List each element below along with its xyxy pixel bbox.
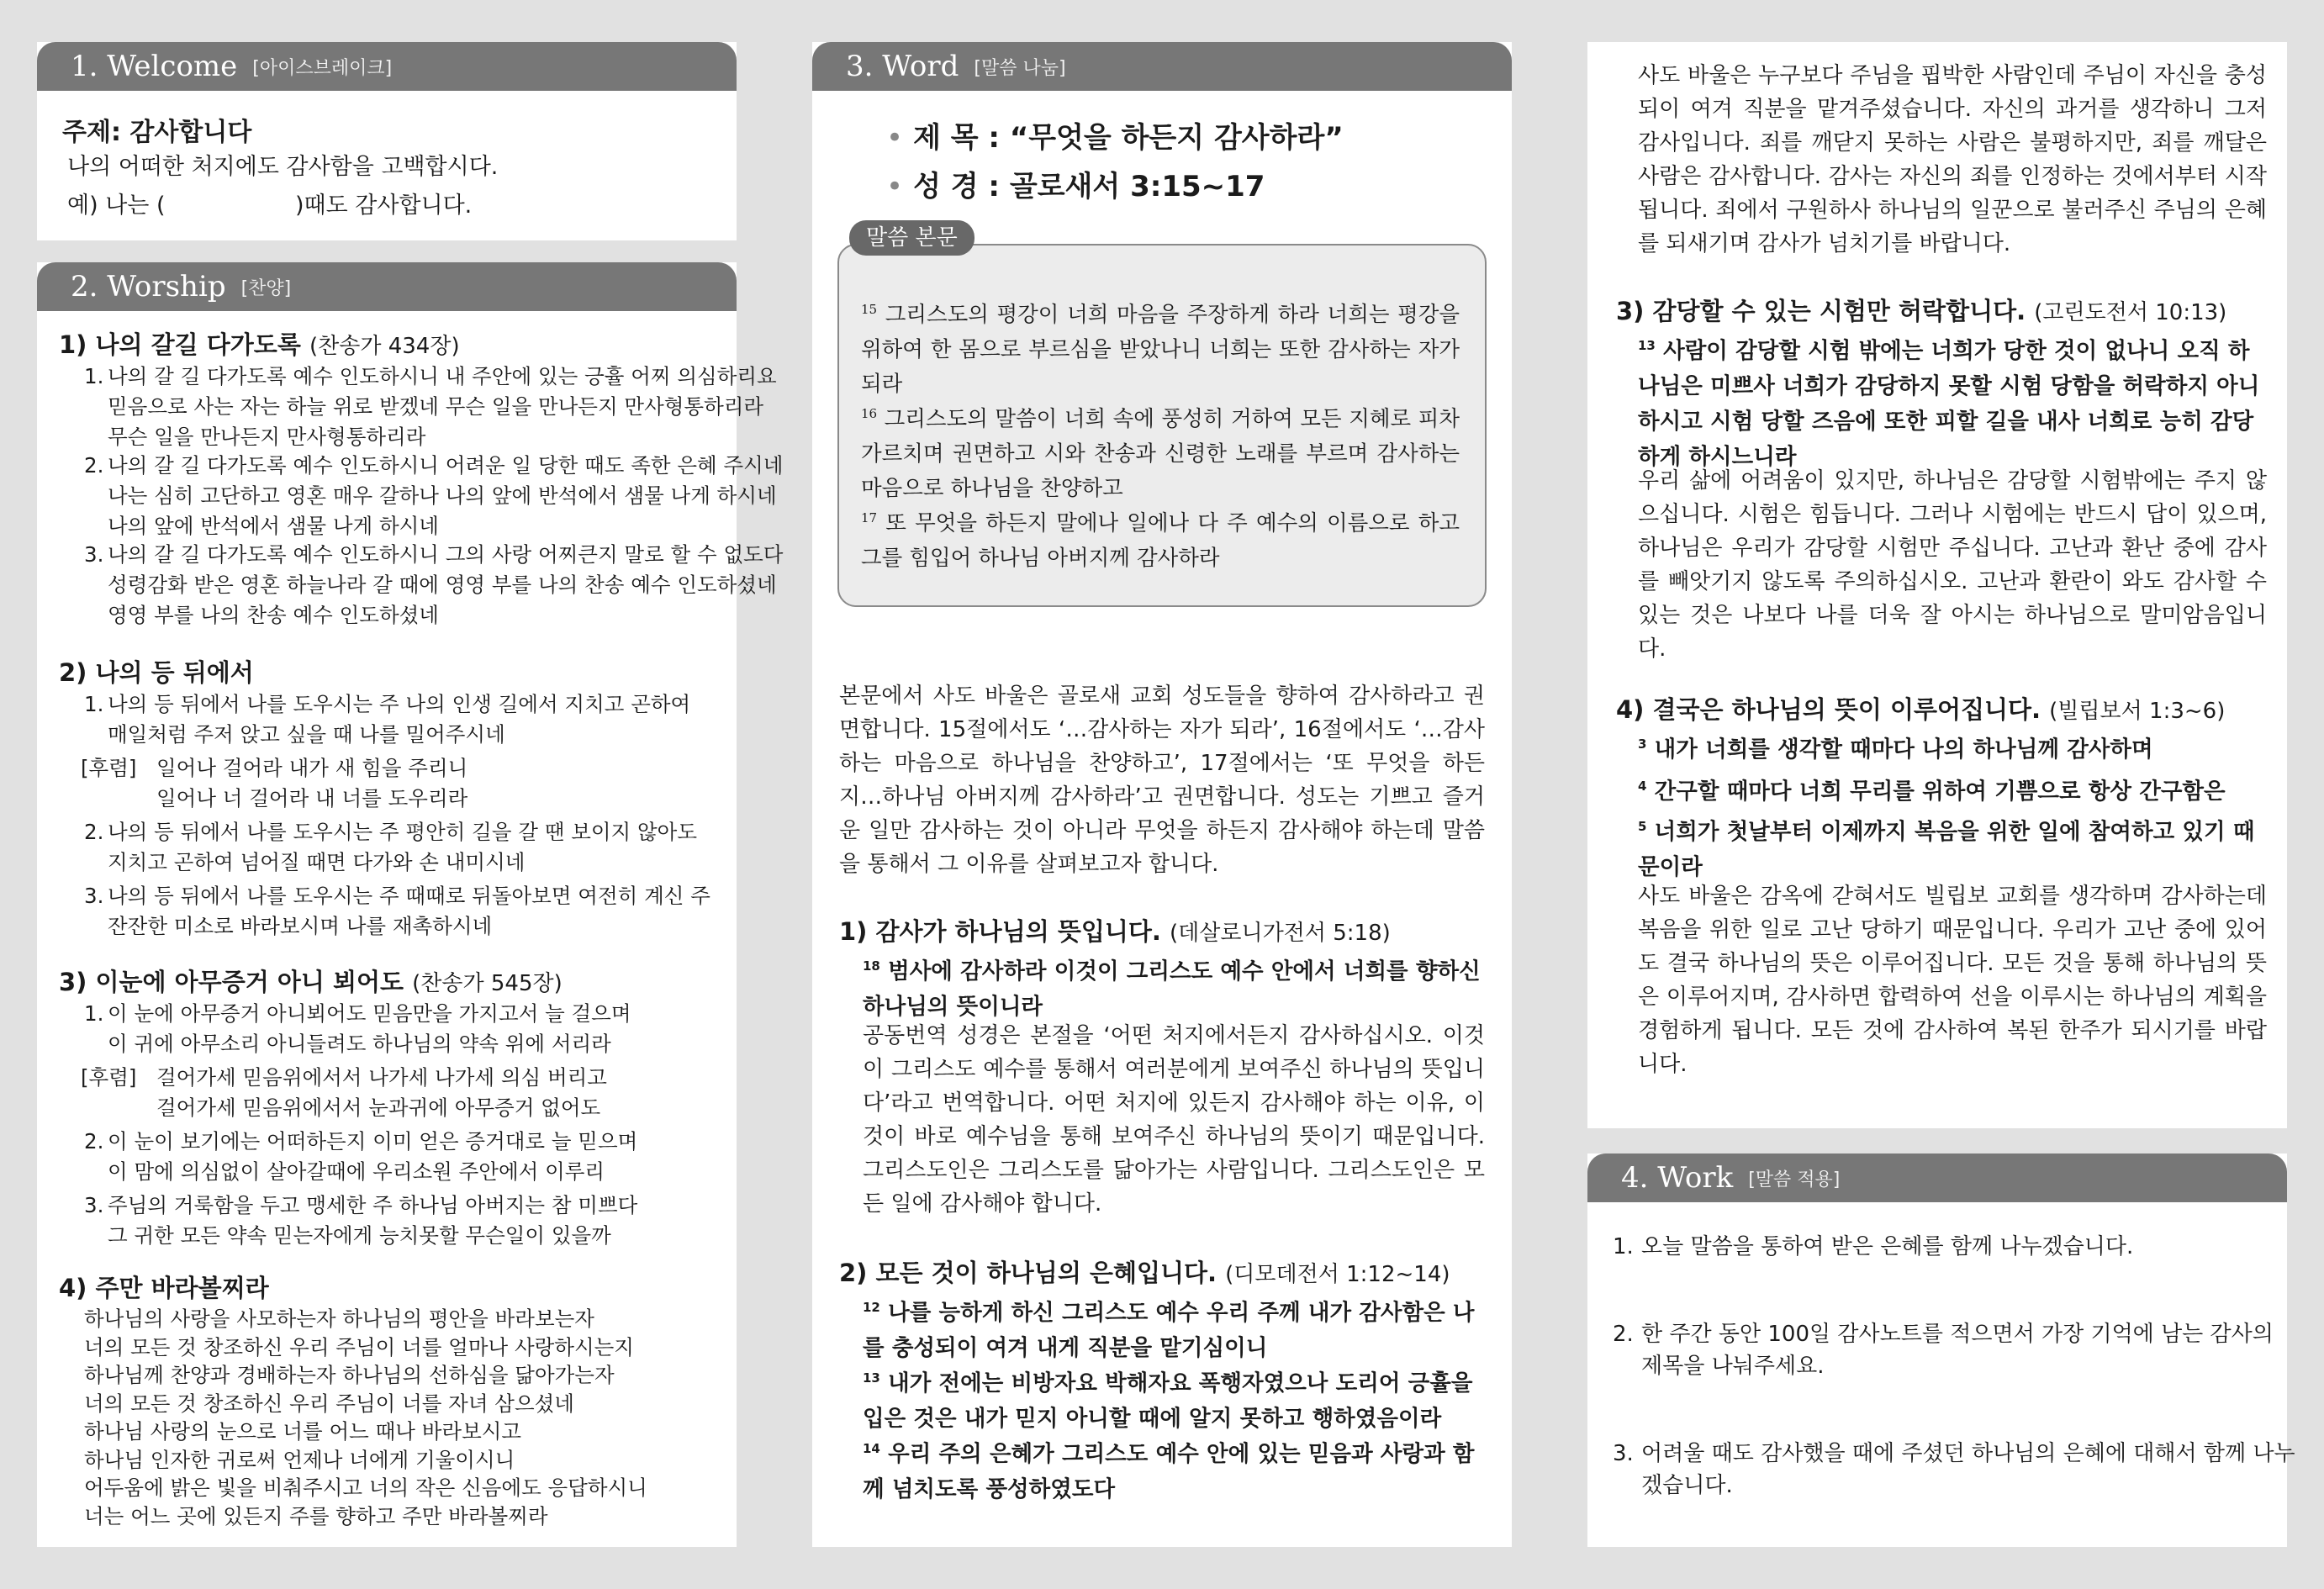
- word-title: 3. Word: [846, 50, 959, 83]
- word-subtitle: [말씀 나눔]: [974, 57, 1066, 79]
- bullet-dot: •: [886, 121, 904, 155]
- song-2-verse-2: 2. 나의 등 뒤에서 나를 도우시는 주 평안히 길을 갈 땐 보이지 않아도 지치고 곤하여 넘어질 때면 다가와 손 내미시네: [84, 820, 698, 874]
- welcome-line-2: 예) 나는 ( )때도 감사합니다.: [67, 193, 473, 219]
- sermon-title: • 제 목 : “무엇을 하든지 감사하라”: [886, 121, 1344, 155]
- song-3-chorus: [후렴] 걸어가세 믿음위에서서 나가세 나가세 의심 버리고 걸어가세 믿음위에서서 눈과귀에 아무증거 없어도: [81, 1065, 607, 1120]
- scripture-verse-16: $^{16}$ 그리스도의 말씀이 너희 속에 풍성히 거하여 모든 지혜로 피차 가르치며 권면하고 시와 찬송과 신령한 노래를 부르며 감사하는 마음으로 하나님을 찬양하고: [861, 406, 1460, 501]
- point-2-body: 사도 바울은 누구보다 주님을 핍박한 사람인데 주님이 자신을 충성되이 여겨 직분을 맡겨주셨습니다. 자신의 과거를 생각하니 그저 감사입니다. 죄를 깨닫지 못하는 사람은 불평하지만, 죄를 깨달은 사람은 감사합니다. 감사는 자신의 죄를 인정하는 것에서부터 시작됩니다. 죄에서 구원하사 하나님의 일꾼으로 불러주신 주님의 은혜를 되새기며 감사가 넘치기를 바랍니다.: [1638, 63, 2267, 256]
- welcome-card: [37, 42, 737, 240]
- song-1-verse-2: 2. 나의 갈 길 다가도록 예수 인도하시니 어려운 일 당한 때도 족한 은혜 주시네 나는 심히 고단하고 영혼 매우 갈하나 나의 앞에 반석에서 샘물 나게 하시네 나의 앞에 반석에서 샘물 나게 하시네: [84, 453, 784, 538]
- point-4-verse-5: $^5$ 너희가 첫날부터 이제까지 복음을 위한 일에 참여하고 있기 때문이라: [1638, 818, 2255, 880]
- song-1-heading: 1) 나의 갈길 다가도록 (찬송가 434장): [59, 330, 460, 359]
- point-1-verse: $^{18}$ 범사에 감사하라 이것이 그리스도 예수 안에서 너희를 향하신 하나님의 뜻이니라: [863, 958, 1481, 1020]
- word-header: [812, 42, 1512, 91]
- song-4-heading: 4) 주만 바라볼찌라: [59, 1274, 269, 1302]
- work-subtitle: [말씀 적용]: [1748, 1169, 1841, 1190]
- point-1-body: 공동번역 성경은 본절을 ‘어떤 처지에서든지 감사하십시오. 이것이 그리스도 예수를 통해서 여러분에게 보여주신 하나님의 뜻입니다’라고 번역합니다. 어떤 처지에 있든지 감사해야 하는 이유, 이것이 바로 예수님을 통해 보여주신 하나님의 뜻이기 때문입니다. 그리스도인은 그리스도를 닮아가는 사람입니다. 그리스도인은 모든 일에 감사해야 합니다.: [863, 1023, 1485, 1217]
- worship-subtitle: [찬양]: [240, 277, 292, 299]
- point-2-verse-13: $^{13}$ 내가 전에는 비방자요 박해자요 폭행자였으나 도리어 긍휼을 입은 것은 내가 믿지 아니할 때에 알지 못하고 행하였음이라: [863, 1370, 1473, 1432]
- scripture-tag: 말씀 본문: [849, 220, 974, 256]
- song-4-lyrics: 하나님의 사랑을 사모하는자 하나님의 평안을 바라보는자 너의 모든 것 창조하신 우리 주님이 너를 얼마나 사랑하시는지 하나님께 찬양과 경배하는자 하나님의 선하심을 닮아가는자 너의 모든 것 창조하신 우리 주님이 너를 자녀 삼으셨네 하나님 사랑의 눈으로 너를 어느 때나 바라보시고 하나님 인자한 귀로써 언제나 너에게 기울이시니 어두움에 밝은 빛을 비춰주시고 너의 작은 신음에도 응답하시니 너는 어느 곳에 있든지 주를 향하고 주만 바라볼찌라: [84, 1307, 647, 1528]
- point-4-verse-3: $^3$ 내가 너희를 생각할 때마다 나의 하나님께 감사하며: [1638, 736, 2153, 763]
- song-2-verse-3: 3. 나의 등 뒤에서 나를 도우시는 주 때때로 뒤돌아보면 여전히 계신 주 잔잔한 미소로 바라보시며 나를 재촉하시네: [84, 884, 710, 938]
- worship-card: [37, 262, 784, 1547]
- welcome-topic: 주제: 감사합니다: [62, 118, 252, 147]
- sermon-intro: 본문에서 사도 바울은 골로새 교회 성도들을 향하여 감사하라고 권면합니다. 15절에서도 ‘…감사하는 자가 되라’, 16절에서도 ‘…감사하는 마음으로 하나님을 찬양하고’, 17절에서는 ‘또 무엇을 하든지…하나님 아버지께 감사하라’고 권면합니다. 성도는 기쁘고 즐거운 일만 감사하는 것이 아니라 무엇을 하든지 감사해야 하는데 말씀을 통해서 그 이유를 살펴보고자 합니다.: [839, 684, 1485, 877]
- point-3-heading: 3) 감당할 수 있는 시험만 허락합니다. (고린도전서 10:13): [1616, 297, 2227, 325]
- point-3-body: 우리 삶에 어려움이 있지만, 하나님은 감당할 시험밖에는 주지 않으십니다. 시험은 힘듭니다. 그러나 시험에는 반드시 답이 있으며, 하나님은 우리가 감당할 시험만 주십니다. 고난과 환난 중에 감사를 빼앗기지 않도록 주의하십시오. 고난과 환란이 와도 감사할 수 있는 것은 나보다 나를 더욱 잘 아시는 하나님으로 말미암음입니다.: [1638, 468, 2267, 662]
- song-3-heading: 3) 이눈에 아무증거 아니 뵈어도 (찬송가 545장): [59, 968, 563, 996]
- song-2-heading: 2) 나의 등 뒤에서: [59, 658, 254, 687]
- work-title: 4. Work: [1621, 1161, 1734, 1195]
- worship-title: 2. Worship: [71, 270, 226, 304]
- song-2-verse-1: 1. 나의 등 뒤에서 나를 도우시는 주 나의 인생 길에서 지치고 곤하여 매일처럼 주저 앉고 싶을 때 나를 밀어주시네: [84, 692, 691, 747]
- point-2-verse-12: $^{12}$ 나를 능하게 하신 그리스도 예수 우리 주께 내가 감사함은 나를 충성되이 여겨 내게 직분을 맡기심이니: [863, 1299, 1475, 1361]
- point-4-verse-4: $^4$ 간구할 때마다 너희 무리를 위하여 기쁨으로 항상 간구함은: [1638, 778, 2226, 805]
- song-1-verse-3: 3. 나의 갈 길 다가도록 예수 인도하시니 그의 사랑 어찌큰지 말로 할 수 없도다 성령감화 받은 영혼 하늘나라 갈 때에 영영 부를 나의 찬송 예수 인도하셨네 영영 부를 나의 찬송 예수 인도하셨네: [84, 542, 784, 627]
- word-card: [812, 42, 1512, 1547]
- point-4-body: 사도 바울은 감옥에 갇혀서도 빌립보 교회를 생각하며 감사하는데 복음을 위한 일로 고난 당하기 때문입니다. 우리가 고난 중에 있어도 결국 하나님의 뜻은 이루어집니다. 모든 것을 통해 하나님의 뜻은 이루어지며, 감사하면 합력하여 선을 이루시는 하나님의 계획을 경험하게 됩니다. 모든 것에 감사하여 복된 한주가 되시기를 바랍니다.: [1638, 884, 2267, 1077]
- point-2-heading: 2) 모든 것이 하나님의 은혜입니다. (디모데전서 1:12~14): [839, 1259, 1450, 1287]
- point-2-verse-14: $^{14}$ 우리 주의 은혜가 그리스도 예수 안에 있는 믿음과 사랑과 함께 넘치도록 풍성하였도다: [863, 1440, 1475, 1502]
- song-1-verse-1: 1. 나의 갈 길 다가도록 예수 인도하시니 내 주안에 있는 긍휼 어찌 의심하리요 믿음으로 사는 자는 하늘 위로 받겠네 무슨 일을 만나든지 만사형통하리라 무슨 일을 만나든지 만사형통하리라: [84, 364, 777, 449]
- point-3-verse-13: $^{13}$ 사람이 감당할 시험 밖에는 너희가 당한 것이 없나니 오직 하나님은 미쁘사 너희가 감당하지 못할 시험 당함을 허락하지 아니하시고 시험 당할 즈음에 또한 피할 길을 내사 너희로 능히 감당하게 하시느니라: [1638, 337, 2260, 470]
- scripture-verse-15: $^{15}$ 그리스도의 평강이 너희 마음을 주장하게 하라 너희는 평강을 위하여 한 몸으로 부르심을 받았나니 너희는 또한 감사하는 자가 되라: [861, 302, 1460, 397]
- welcome-line-1: 나의 어떠한 처지에도 감사함을 고백합시다.: [67, 154, 499, 180]
- work-card: 4. Work [말씀 적용] 1. 오늘 말씀을 통하여 받은 은혜를 함께 나누겠습니다. 2. 한 주간 동안 100일 감사노트를 적으면서 가장 기억에 남는 감사의 제목을 나눠주세요. 3. 어려울 때도 감사했을 때에 주셨던 하나님의 은혜에 대해서 함께 나누겠습니다.: [1587, 1153, 2287, 1547]
- word-continued-card: [1587, 42, 2287, 1128]
- bullet-dot: •: [886, 170, 904, 203]
- sermon-scripture: • 성 경 : 골로새서 3:15~17: [886, 170, 1265, 203]
- work-header: [1587, 1153, 2287, 1202]
- welcome-title: 1. Welcome: [71, 50, 238, 83]
- song-2-chorus: [후렴] 일어나 걸어라 내가 새 힘을 주리니 일어나 너 걸어라 내 너를 도우리라: [81, 756, 468, 810]
- song-3-verse-3: 3. 주님의 거룩함을 두고 맹세한 주 하나님 아버지는 참 미쁘다 그 귀한 모든 약속 믿는자에게 능치못할 무슨일이 있을까: [84, 1193, 638, 1248]
- scripture-verse-17: $^{17}$ 또 무엇을 하든지 말에나 일에나 다 주 예수의 이름으로 하고 그를 힘입어 하나님 아버지께 감사하라: [861, 510, 1460, 571]
- point-4-heading: 4) 결국은 하나님의 뜻이 이루어집니다. (빌립보서 1:3~6): [1616, 695, 2226, 724]
- point-1-heading: 1) 감사가 하나님의 뜻입니다. (데살로니가전서 5:18): [839, 917, 1391, 946]
- worship-header: [37, 262, 737, 311]
- welcome-subtitle: [아이스브레이크]: [252, 57, 393, 79]
- song-3-verse-1: 1. 이 눈에 아무증거 아니뵈어도 믿음만을 가지고서 늘 걸으며 이 귀에 아무소리 아니들려도 하나님의 약속 위에 서리라: [84, 1001, 631, 1056]
- song-3-verse-2: 2. 이 눈이 보기에는 어떠하든지 이미 얻은 증거대로 늘 믿으며 이 맘에 의심없이 살아갈때에 우리소원 주안에서 이루리: [84, 1129, 638, 1184]
- welcome-header: [37, 42, 737, 91]
